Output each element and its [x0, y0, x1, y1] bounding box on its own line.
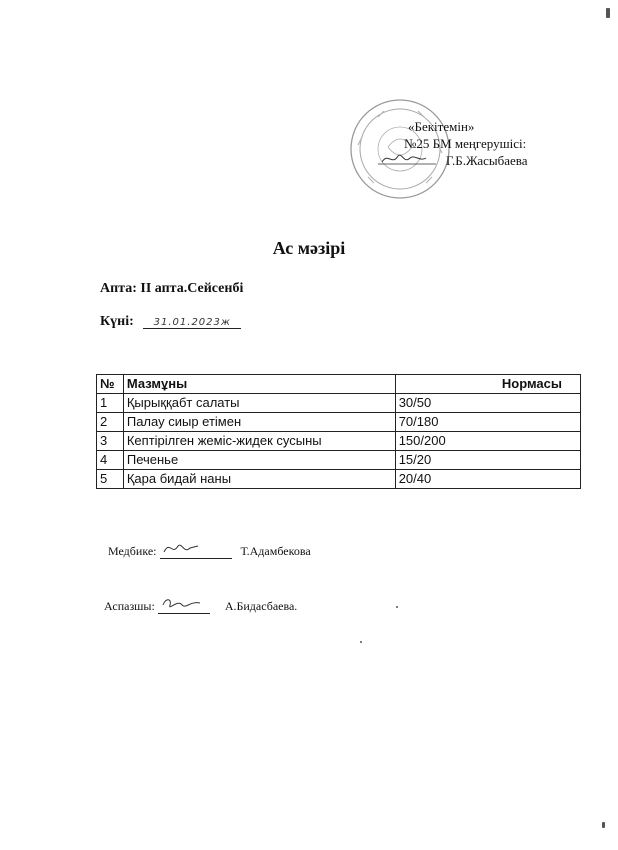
row-number: 1 — [97, 394, 124, 413]
table-row — [97, 432, 581, 451]
scan-speck — [360, 641, 362, 643]
row-number: 3 — [97, 432, 124, 451]
cook-label: Аспазшы: — [104, 599, 155, 613]
menu-table — [96, 374, 581, 489]
table-row — [97, 451, 581, 470]
row-number: 4 — [97, 451, 124, 470]
col-number-header: № — [97, 375, 124, 394]
director-signature-icon — [374, 150, 444, 170]
row-norm: 30/50 — [395, 394, 580, 413]
scan-speck — [606, 8, 610, 18]
director-name: Г.Б.Жасыбаева — [446, 153, 528, 168]
row-dish: Қырыққабт салаты — [123, 394, 395, 413]
approval-signature-line — [392, 152, 572, 169]
table-row — [97, 470, 581, 489]
approval-title: «Бекітемін» — [408, 119, 475, 134]
row-dish: Қара бидай наны — [123, 470, 395, 489]
date-value: 31.01.2023ж — [143, 317, 241, 329]
col-content-header: Мазмұны — [123, 375, 395, 394]
col-norm-header: Нормасы — [395, 375, 580, 394]
nurse-name: Т.Адамбекова — [240, 544, 311, 558]
cook-signature-icon — [160, 595, 204, 613]
row-norm: 15/20 — [395, 451, 580, 470]
row-number: 2 — [97, 413, 124, 432]
week-label: Апта: ІІ апта.Сейсенбі — [100, 281, 244, 296]
approval-position: №25 БМ меңгерушісі: — [404, 136, 527, 151]
page-title: Ас мәзірі — [272, 238, 346, 258]
row-norm: 70/180 — [395, 413, 580, 432]
cook-name: А.Бидасбаева. — [224, 599, 298, 613]
date-row — [100, 314, 241, 330]
row-number: 5 — [97, 470, 124, 489]
nurse-label: Медбике: — [108, 544, 157, 558]
nurse-signature-row — [108, 544, 311, 559]
cook-signature-line — [158, 599, 210, 614]
row-dish: Палау сиыр етімен — [123, 413, 395, 432]
table-header-row — [97, 375, 581, 394]
approval-block — [392, 118, 572, 169]
scan-speck — [396, 606, 398, 608]
row-norm: 150/200 — [395, 432, 580, 451]
row-dish: Кептірілген жеміс-жидек сусыны — [123, 432, 395, 451]
date-label: Күні: — [100, 314, 134, 329]
table-row — [97, 413, 581, 432]
nurse-signature-line — [160, 544, 232, 559]
cook-signature-row — [104, 599, 297, 614]
table-row — [97, 394, 581, 413]
row-dish: Печенье — [123, 451, 395, 470]
row-norm: 20/40 — [395, 470, 580, 489]
scan-speck — [602, 822, 605, 828]
nurse-signature-icon — [162, 540, 202, 558]
